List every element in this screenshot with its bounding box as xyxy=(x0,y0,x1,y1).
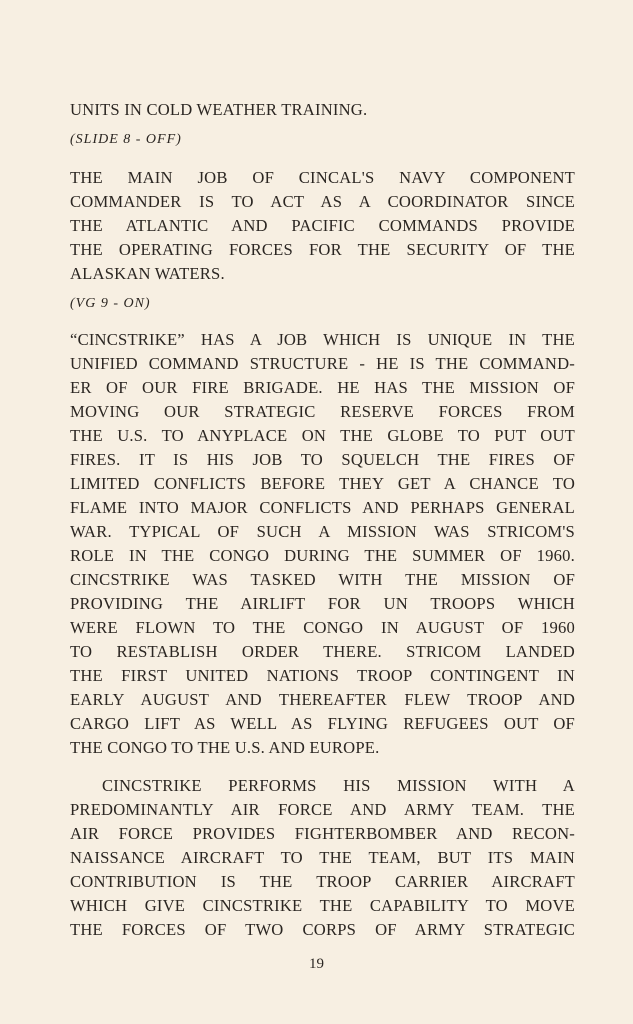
text-line: CONTRIBUTION IS THE TROOP CARRIER AIRCRAFT xyxy=(70,872,575,891)
text-line: EARLY AUGUST AND THEREAFTER FLEW TROOP AND xyxy=(70,690,575,709)
text-line: THE FORCES OF TWO CORPS OF ARMY STRATEGIC xyxy=(70,920,575,939)
heading-line: UNITS IN COLD WEATHER TRAINING. xyxy=(70,100,368,119)
text-line: THE ATLANTIC AND PACIFIC COMMANDS PROVIDE xyxy=(70,216,575,235)
text-line: TO RESTABLISH ORDER THERE. STRICOM LANDED xyxy=(70,642,575,661)
text-line: ER OF OUR FIRE BRIGADE. HE HAS THE MISSION OF xyxy=(70,378,575,397)
text-line: WERE FLOWN TO THE CONGO IN AUGUST OF 1960 xyxy=(70,618,575,637)
text-line: ALASKAN WATERS. xyxy=(70,264,225,283)
text-line: THE MAIN JOB OF CINCAL'S NAVY COMPONENT xyxy=(70,168,575,187)
vg-cue: (VG 9 - ON) xyxy=(70,296,151,311)
page-number: 19 xyxy=(309,956,324,972)
text-line: CINCSTRIKE PERFORMS HIS MISSION WITH A xyxy=(102,776,575,795)
text-line: UNIFIED COMMAND STRUCTURE - HE IS THE COMMAND- xyxy=(70,354,575,373)
text-line: “CINCSTRIKE” HAS A JOB WHICH IS UNIQUE IN THE xyxy=(70,330,575,349)
text-line: FIRES. IT IS HIS JOB TO SQUELCH THE FIRES OF xyxy=(70,450,575,469)
text-line: ROLE IN THE CONGO DURING THE SUMMER OF 1960. xyxy=(70,546,575,565)
text-line: THE U.S. TO ANYPLACE ON THE GLOBE TO PUT OUT xyxy=(70,426,575,445)
paragraph-2 xyxy=(70,328,575,760)
text-line: PREDOMINANTLY AIR FORCE AND ARMY TEAM. THE xyxy=(70,800,575,819)
slide-cue: (SLIDE 8 - OFF) xyxy=(70,132,182,147)
paragraph-3 xyxy=(70,774,575,942)
text-line: NAISSANCE AIRCRAFT TO THE TEAM, BUT ITS MAIN xyxy=(70,848,575,867)
text-line: MOVING OUR STRATEGIC RESERVE FORCES FROM xyxy=(70,402,575,421)
text-line: FLAME INTO MAJOR CONFLICTS AND PERHAPS GENERAL xyxy=(70,498,575,517)
text-line: CINCSTRIKE WAS TASKED WITH THE MISSION OF xyxy=(70,570,575,589)
text-line: THE CONGO TO THE U.S. AND EUROPE. xyxy=(70,738,380,757)
text-line: AIR FORCE PROVIDES FIGHTERBOMBER AND RECON- xyxy=(70,824,575,843)
text-line: WHICH GIVE CINCSTRIKE THE CAPABILITY TO MOVE xyxy=(70,896,575,915)
text-line: CARGO LIFT AS WELL AS FLYING REFUGEES OUT OF xyxy=(70,714,575,733)
text-line: LIMITED CONFLICTS BEFORE THEY GET A CHANCE TO xyxy=(70,474,575,493)
text-line: WAR. TYPICAL OF SUCH A MISSION WAS STRICOM'S xyxy=(70,522,575,541)
text-line: COMMANDER IS TO ACT AS A COORDINATOR SINCE xyxy=(70,192,575,211)
text-line: THE OPERATING FORCES FOR THE SECURITY OF THE xyxy=(70,240,575,259)
paragraph-1 xyxy=(70,166,575,286)
text-line: PROVIDING THE AIRLIFT FOR UN TROOPS WHICH xyxy=(70,594,575,613)
text-line: THE FIRST UNITED NATIONS TROOP CONTINGENT IN xyxy=(70,666,575,685)
